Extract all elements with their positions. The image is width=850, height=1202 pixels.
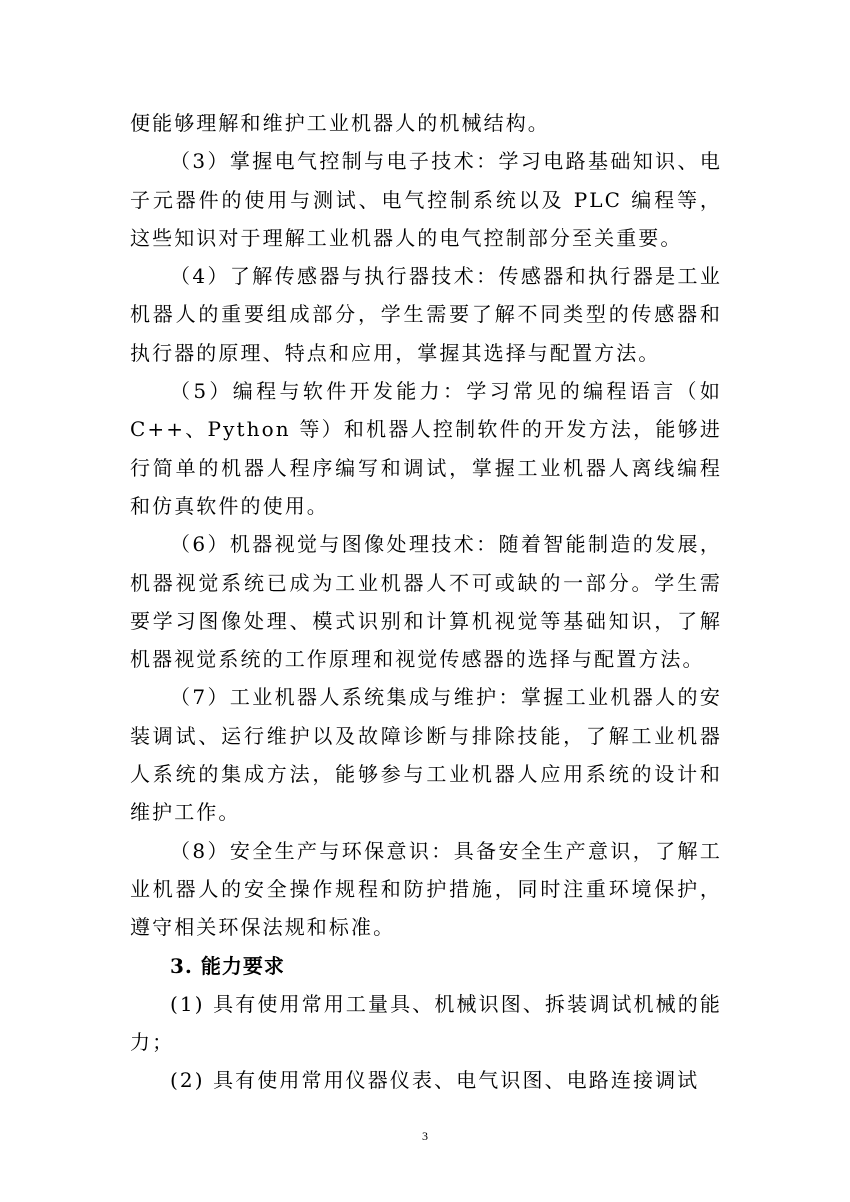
paragraph-item-4: （4）了解传感器与执行器技术：传感器和执行器是工业机器人的重要组成部分，学生需要了解不同类型的传感器和执行器的原理、特点和应用，掌握其选择与配置方法。 [130, 264, 722, 365]
paragraph-continuation: 便能够理解和维护工业机器人的机械结构。 [130, 111, 550, 135]
paragraph-item-3: （3）掌握电气控制与电子技术：学习电路基础知识、电子元器件的使用与测试、电气控制系统以及 PLC 编程等，这些知识对于理解工业机器人的电气控制部分至关重要。 [130, 149, 722, 250]
paragraph-item-7: （7）工业机器人系统集成与维护：掌握工业机器人的安装调试、运行维护以及故障诊断与排除技能，了解工业机器人系统的集成方法，能够参与工业机器人应用系统的设计和维护工作。 [130, 685, 722, 825]
paragraph-item-5: （5）编程与软件开发能力：学习常见的编程语言（如 C++、Python 等）和机器人控制软件的开发方法，能够进行简单的机器人程序编写和调试，掌握工业机器人离线编程和仿真软件的使用。 [130, 379, 722, 518]
section-heading: 3. 能力要求 [170, 953, 285, 978]
ability-item-1: (1) 具有使用常用工量具、机械识图、拆装调试机械的能力； [130, 991, 722, 1055]
ability-item-2: (2) 具有使用常用仪器仪表、电气识图、电路连接调试 [170, 1068, 700, 1093]
paragraph-item-6: （6）机器视觉与图像处理技术：随着智能制造的发展，机器视觉系统已成为工业机器人不可或缺的一部分。学生需要学习图像处理、模式识别和计算机视觉等基础知识，了解机器视觉系统的工作原理和视觉传感器的选择与配置方法。 [130, 532, 722, 672]
body-text [130, 104, 722, 1100]
page-number: 3 [422, 1129, 428, 1143]
paragraph-item-8: （8）安全生产与环保意识：具备安全生产意识，了解工业机器人的安全操作规程和防护措施，同时注重环境保护，遵守相关环保法规和标准。 [130, 838, 722, 940]
